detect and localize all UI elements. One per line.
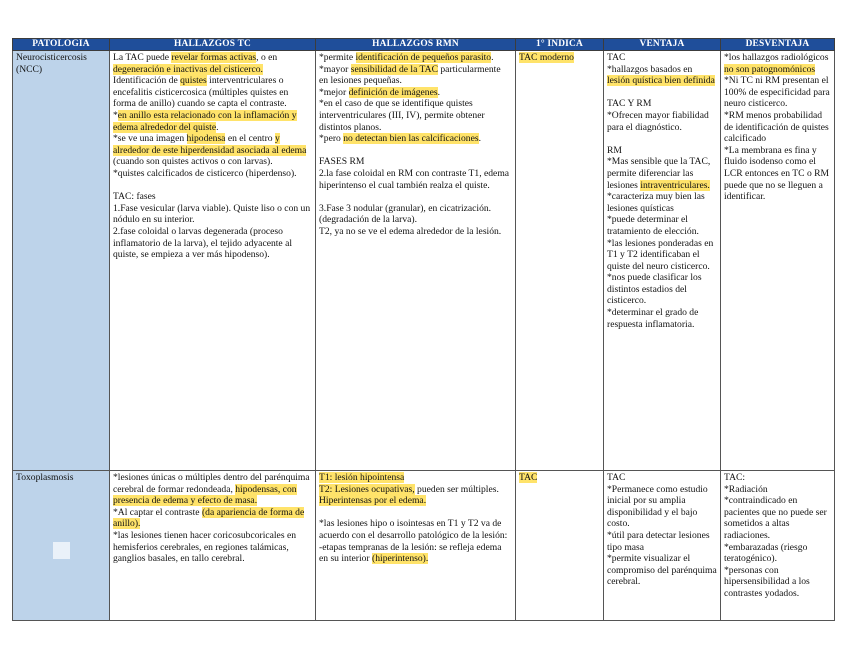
text-run: *las lesiones hipo o isointesas en T1 y T2 va de acuerdo con el desarrollo patológico de la lesión: (319, 518, 508, 541)
cell-line (113, 75, 312, 110)
text-run: *en el caso de que se identifique quistes interventriculares (III, IV), permite obtener distintos planos. (319, 98, 485, 133)
highlighted-text: intraventriculares. (640, 179, 710, 191)
text-run: *RM menos probabilidad de identificación de quistes calcificado (724, 109, 829, 145)
cell-line (724, 565, 831, 600)
text-run: *hallazgos basados en (607, 63, 693, 75)
cell-line (113, 203, 312, 226)
highlighted-text: no son patognomónicos (724, 63, 816, 75)
header-hallazgos-tc: HALLAZGOS TC (110, 39, 316, 51)
highlighted-text: y alrededor de este hiperdensidad asociada al edema (113, 133, 307, 156)
cell-line (724, 472, 831, 484)
table-row-ncc (13, 51, 835, 471)
cell-line (607, 156, 717, 191)
text-run: *caracteriza muy bien las lesiones quísticas (607, 191, 705, 214)
text-run: Identificación de (113, 75, 181, 87)
text-run: *lesiones únicas o múltiples dentro del parénquima cerebral de formar redondeada, (113, 472, 310, 495)
text-run: 1.Fase vesicular (larva viable). Quiste liso o con un nódulo en su interior. (113, 202, 311, 226)
table-row-toxoplasmosis (13, 471, 835, 621)
cell-line (724, 52, 831, 75)
text-run: . (491, 52, 494, 63)
text-run: TAC (607, 472, 626, 483)
cell-line (113, 168, 312, 180)
text-run: * (113, 109, 118, 121)
text-run: *quistes calcificados de cisticerco (hiperdenso). (113, 167, 297, 179)
text-run: FASES RM (319, 156, 365, 168)
cell-line (607, 530, 717, 553)
highlighted-text: TAC (519, 472, 538, 483)
cell-line (113, 472, 312, 507)
cell-hallazgos-rmn (316, 51, 516, 471)
text-run: *las lesiones ponderadas en T1 y T2 identificaban el quiste del neuro cisticerco. (607, 237, 714, 272)
cell-line (319, 156, 512, 168)
text-run: en el centro (225, 133, 275, 145)
highlighted-text: identificación de pequeños parasito (355, 52, 492, 63)
text-run: . (437, 86, 440, 98)
cell-line (607, 98, 717, 110)
highlighted-text: revelar formas activas (171, 52, 257, 63)
text-run: 3.Fase 3 nodular (granular), en cicatrización. (degradación de la larva). (319, 202, 492, 226)
cell-indica (516, 471, 604, 621)
cell-line (607, 553, 717, 588)
cell-line (113, 133, 312, 168)
cell-line (724, 484, 831, 496)
cell-patologia: Neurocisticercosis (NCC) (13, 51, 110, 471)
text-run: interventriculares o encefalitis cisticercosica (múltiples quistes en forma de anillo) cuando se capta el contraste. (113, 75, 289, 110)
text-run: *Al captar el contraste (113, 506, 202, 518)
text-run: *La membrana es fina y fluido isodenso como el LCR entonces en TC o RM puede que no se lleguen a identificar. (724, 144, 830, 203)
text-run: TAC (607, 52, 626, 63)
cell-hallazgos-tc (110, 471, 316, 621)
text-run: particularmente en lesiones pequeñas. (319, 63, 501, 87)
cell-line (319, 518, 512, 541)
highlighted-text: no detectan bien las calcificaciones (343, 133, 479, 145)
highlighted-text: definición de imágenes (348, 86, 438, 98)
cell-line (607, 52, 717, 64)
text-run: *útil para detectar lesiones tipo masa (607, 529, 710, 553)
cell-line (113, 110, 312, 133)
placeholder-square-icon (53, 542, 70, 559)
cell-line (724, 145, 831, 203)
cell-line (319, 168, 512, 191)
text-run: *pero (319, 133, 344, 145)
cell-line (319, 133, 512, 145)
cell-line (113, 226, 312, 261)
text-run: *se ve una imagen (113, 133, 187, 145)
highlighted-text: (hiperintenso). (372, 553, 429, 565)
text-run: *las lesiones tienen hacer coricosubcoricales en hemisferios cerebrales, en regiones talámicas, ganglios basales, en tallo cerebral. (113, 529, 297, 565)
highlighted-text: sensibilidad de la TAC (350, 63, 438, 75)
cell-line (319, 87, 512, 99)
text-run: (cuando son quistes activos o con larvas). (113, 156, 273, 168)
text-run: . (478, 133, 481, 145)
cell-line (724, 542, 831, 565)
cell-line (319, 203, 512, 226)
highlighted-text: quistes (180, 75, 207, 87)
text-run: *permite (319, 52, 356, 63)
text-run: *mayor (319, 63, 351, 75)
text-run: La TAC puede (113, 52, 172, 63)
text-run: -etapas tempranas de la lesión: se refleja edema en su interior (319, 541, 502, 565)
cell-patologia: Toxoplasmosis (13, 471, 110, 621)
cell-ventaja (604, 51, 721, 471)
cell-line (319, 472, 512, 484)
highlighted-text: hipodensas, con presencia de edema y efecto de masa. (113, 483, 297, 507)
cell-line (724, 110, 831, 145)
highlighted-text: (da apariencia de forma de anillo). (113, 506, 305, 530)
cell-line (319, 226, 512, 238)
text-run: TAC Y RM (607, 98, 652, 110)
text-run: *Ni TC ni RM presentan el 100% de especificidad para neuro cisticerco. (724, 75, 830, 110)
highlighted-text: degeneración e inactivas del cisticerco. (113, 63, 263, 75)
cell-line (607, 145, 717, 157)
cell-line (113, 530, 312, 565)
cell-line (607, 191, 717, 214)
text-run: T2, ya no se ve el edema alrededor de la lesión. (319, 225, 502, 237)
text-run: TAC: fases (113, 191, 156, 203)
highlighted-text: T2: Lesiones ocupativas, (319, 483, 415, 495)
highlighted-text: en anillo esta relacionado con la inflamación y edema alrededor del quiste (113, 109, 297, 133)
text-run: *Radiación (724, 483, 768, 495)
text-run: *personas con hipersensibilidad a los contrastes yodados. (724, 564, 810, 599)
header-ventaja: VENTAJA (604, 39, 721, 51)
header-hallazgos-rmn: HALLAZGOS RMN (316, 39, 516, 51)
highlighted-text: hipodensa (186, 133, 226, 145)
cell-line (319, 542, 512, 565)
cell-indica (516, 51, 604, 471)
text-run: pueden ser múltiples. (414, 483, 499, 495)
text-run: *Ofrecen mayor fiabilidad para el diagnóstico. (607, 109, 709, 133)
cell-desventaja (721, 471, 835, 621)
cell-ventaja (604, 471, 721, 621)
text-run: *Mas sensible que la TAC, permite diferenciar las lesiones (607, 156, 711, 191)
text-run: RM (607, 144, 622, 156)
header-row (13, 39, 835, 51)
text-run: . (216, 121, 219, 133)
cell-line (607, 64, 717, 87)
text-run: *puede determinar el tratamiento de elección. (607, 214, 699, 237)
cell-line (607, 472, 717, 484)
cell-line (113, 52, 312, 75)
cell-hallazgos-tc (110, 51, 316, 471)
text-run: *determinar el grado de respuesta inflamatoria. (607, 307, 699, 330)
text-run: *Permanece como estudio inicial por su amplia disponibilidad y el bajo costo. (607, 483, 708, 530)
cell-line (724, 75, 831, 110)
text-run: 2.fase coloidal o larvas degenerada (proceso inflamatorio de la larva), el tejido adyacente al quiste, se empieza a ver más hipodenso). (113, 225, 292, 261)
cell-desventaja (721, 51, 835, 471)
header-desventaja: DESVENTAJA (721, 39, 835, 51)
text-run: *contraindicado en pacientes que no puede ser sometidos a altas radiaciones. (724, 495, 827, 541)
text-run: TAC: (724, 472, 746, 483)
cell-line (113, 191, 312, 203)
header-indica: 1° INDICA (516, 39, 604, 51)
cell-line (607, 484, 717, 530)
cell-line (319, 52, 512, 64)
text-run: *mejor (319, 86, 349, 98)
cell-line (607, 214, 717, 237)
highlighted-text: lesión quística bien definida (607, 75, 715, 87)
text-run: *los hallazgos radiológicos (724, 52, 829, 63)
cell-line (319, 98, 512, 133)
cell-line (607, 307, 717, 330)
cell-line (319, 64, 512, 87)
cell-line (319, 484, 512, 507)
text-run: , o en (256, 52, 278, 63)
text-run: *permite visualizar el compromiso del parénquima cerebral. (607, 553, 717, 588)
highlighted-text: T1: lesión hipointensa (319, 472, 405, 483)
cell-hallazgos-rmn (316, 471, 516, 621)
comparison-table (12, 38, 835, 621)
text-run: *nos puede clasificar los distintos estadios del cisticerco. (607, 272, 702, 307)
cell-line (607, 272, 717, 307)
header-patologia: PATOLOGIA (13, 39, 110, 51)
cell-line (724, 495, 831, 541)
highlighted-text: Hiperintensas por el edema. (319, 495, 427, 507)
text-run: *embarazadas (riesgo teratogénico). (724, 541, 808, 565)
highlighted-text: TAC moderno (519, 52, 574, 63)
cell-line (607, 110, 717, 133)
cell-line (607, 238, 717, 273)
text-run: 2.la fase coloidal en RM con contraste T1, edema hiperintenso el cual también realza el quiste. (319, 167, 510, 191)
cell-line (113, 507, 312, 530)
